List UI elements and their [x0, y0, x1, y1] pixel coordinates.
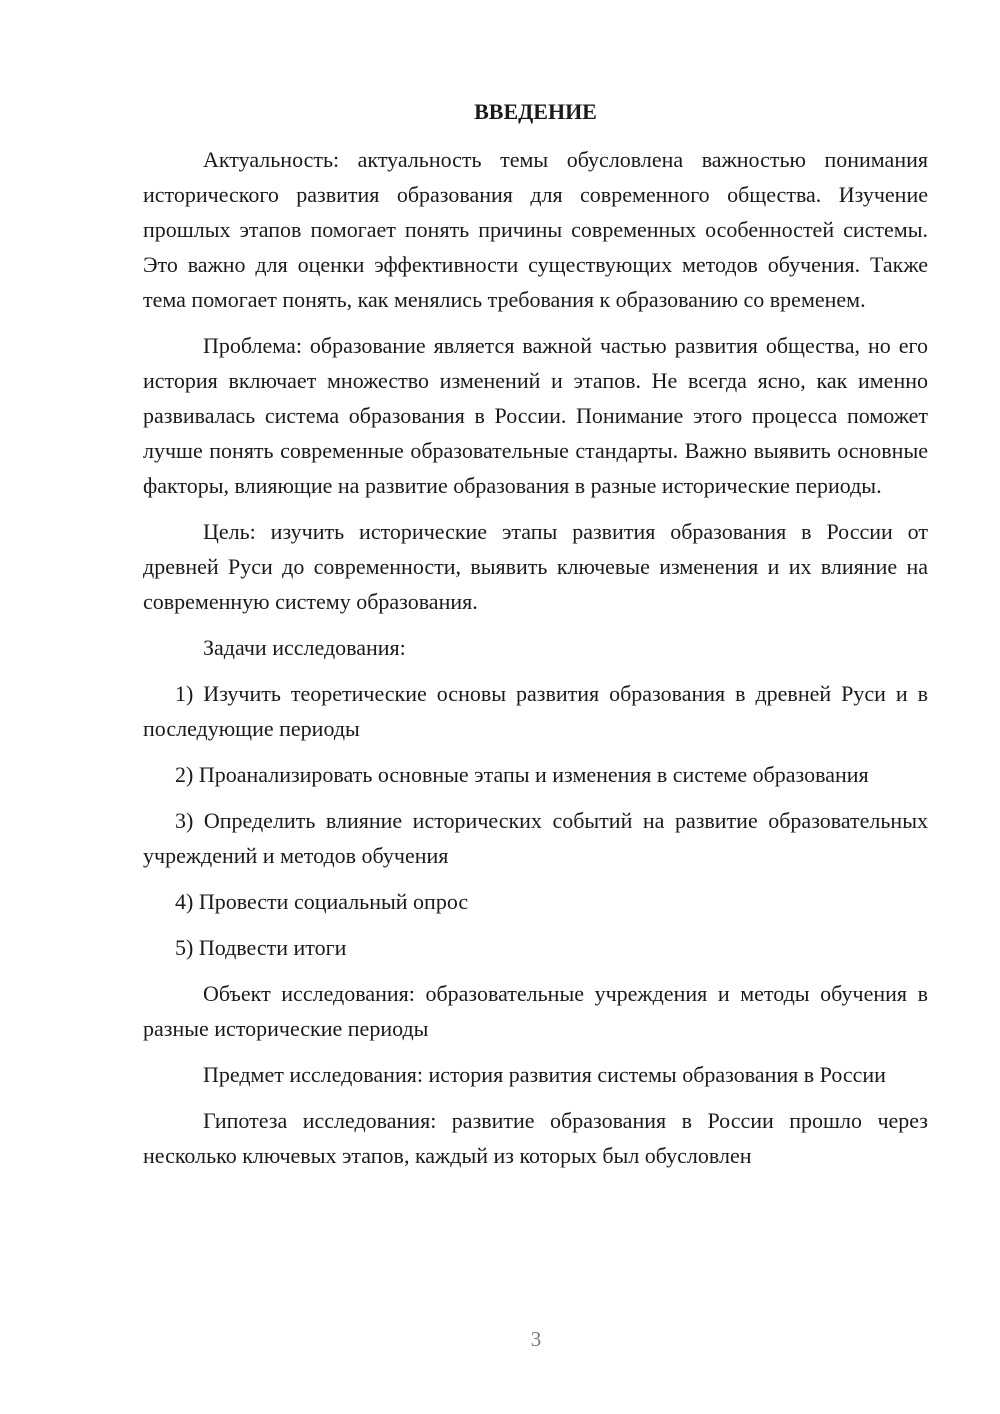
paragraph-relevance: Актуальность: актуальность темы обусловлена важностью понимания исторического развития образования для современного общества. Изучение прошлых этапов помогает понять причины современных особенностей системы. Это важно для оценки эффективности существующих методов обучения. Также тема помогает понять, как менялись требования к образованию со временем. [143, 147, 928, 312]
task-item-4: 4) Провести социальный опрос [175, 889, 469, 914]
document-title: ВВЕДЕНИЕ [474, 99, 597, 124]
paragraph-hypothesis: Гипотеза исследования: развитие образования в России прошло через несколько ключевых этапов, каждый из которых был обусловлен [143, 1108, 928, 1168]
task-item-3: 3) Определить влияние исторических событий на развитие образовательных учреждений и методов обучения [143, 808, 928, 868]
paragraph-object: Объект исследования: образовательные учреждения и методы обучения в разные исторические периоды [143, 981, 928, 1041]
task-item-5: 5) Подвести итоги [175, 935, 347, 960]
task-item-1: 1) Изучить теоретические основы развития образования в древней Руси и в последующие периоды [143, 681, 928, 741]
paragraph-subject: Предмет исследования: история развития системы образования в России [203, 1062, 886, 1087]
paragraph-tasks-heading: Задачи исследования: [203, 635, 406, 660]
paragraph-problem: Проблема: образование является важной частью развития общества, но его история включает множество изменений и этапов. Не всегда ясно, как именно развивалась система образования в России. Понимание этого процесса поможет лучше понять современные образовательные стандарты. Важно выявить основные факторы, влияющие на развитие образования в разные исторические периоды. [143, 333, 928, 498]
task-item-2: 2) Проанализировать основные этапы и изменения в системе образования [175, 762, 869, 787]
paragraph-goal: Цель: изучить исторические этапы развития образования в России от древней Руси до современности, выявить ключевые изменения и их влияние на современную систему образования. [143, 519, 928, 614]
document-body [143, 94, 928, 1184]
page-number: 3 [530, 1327, 542, 1351]
